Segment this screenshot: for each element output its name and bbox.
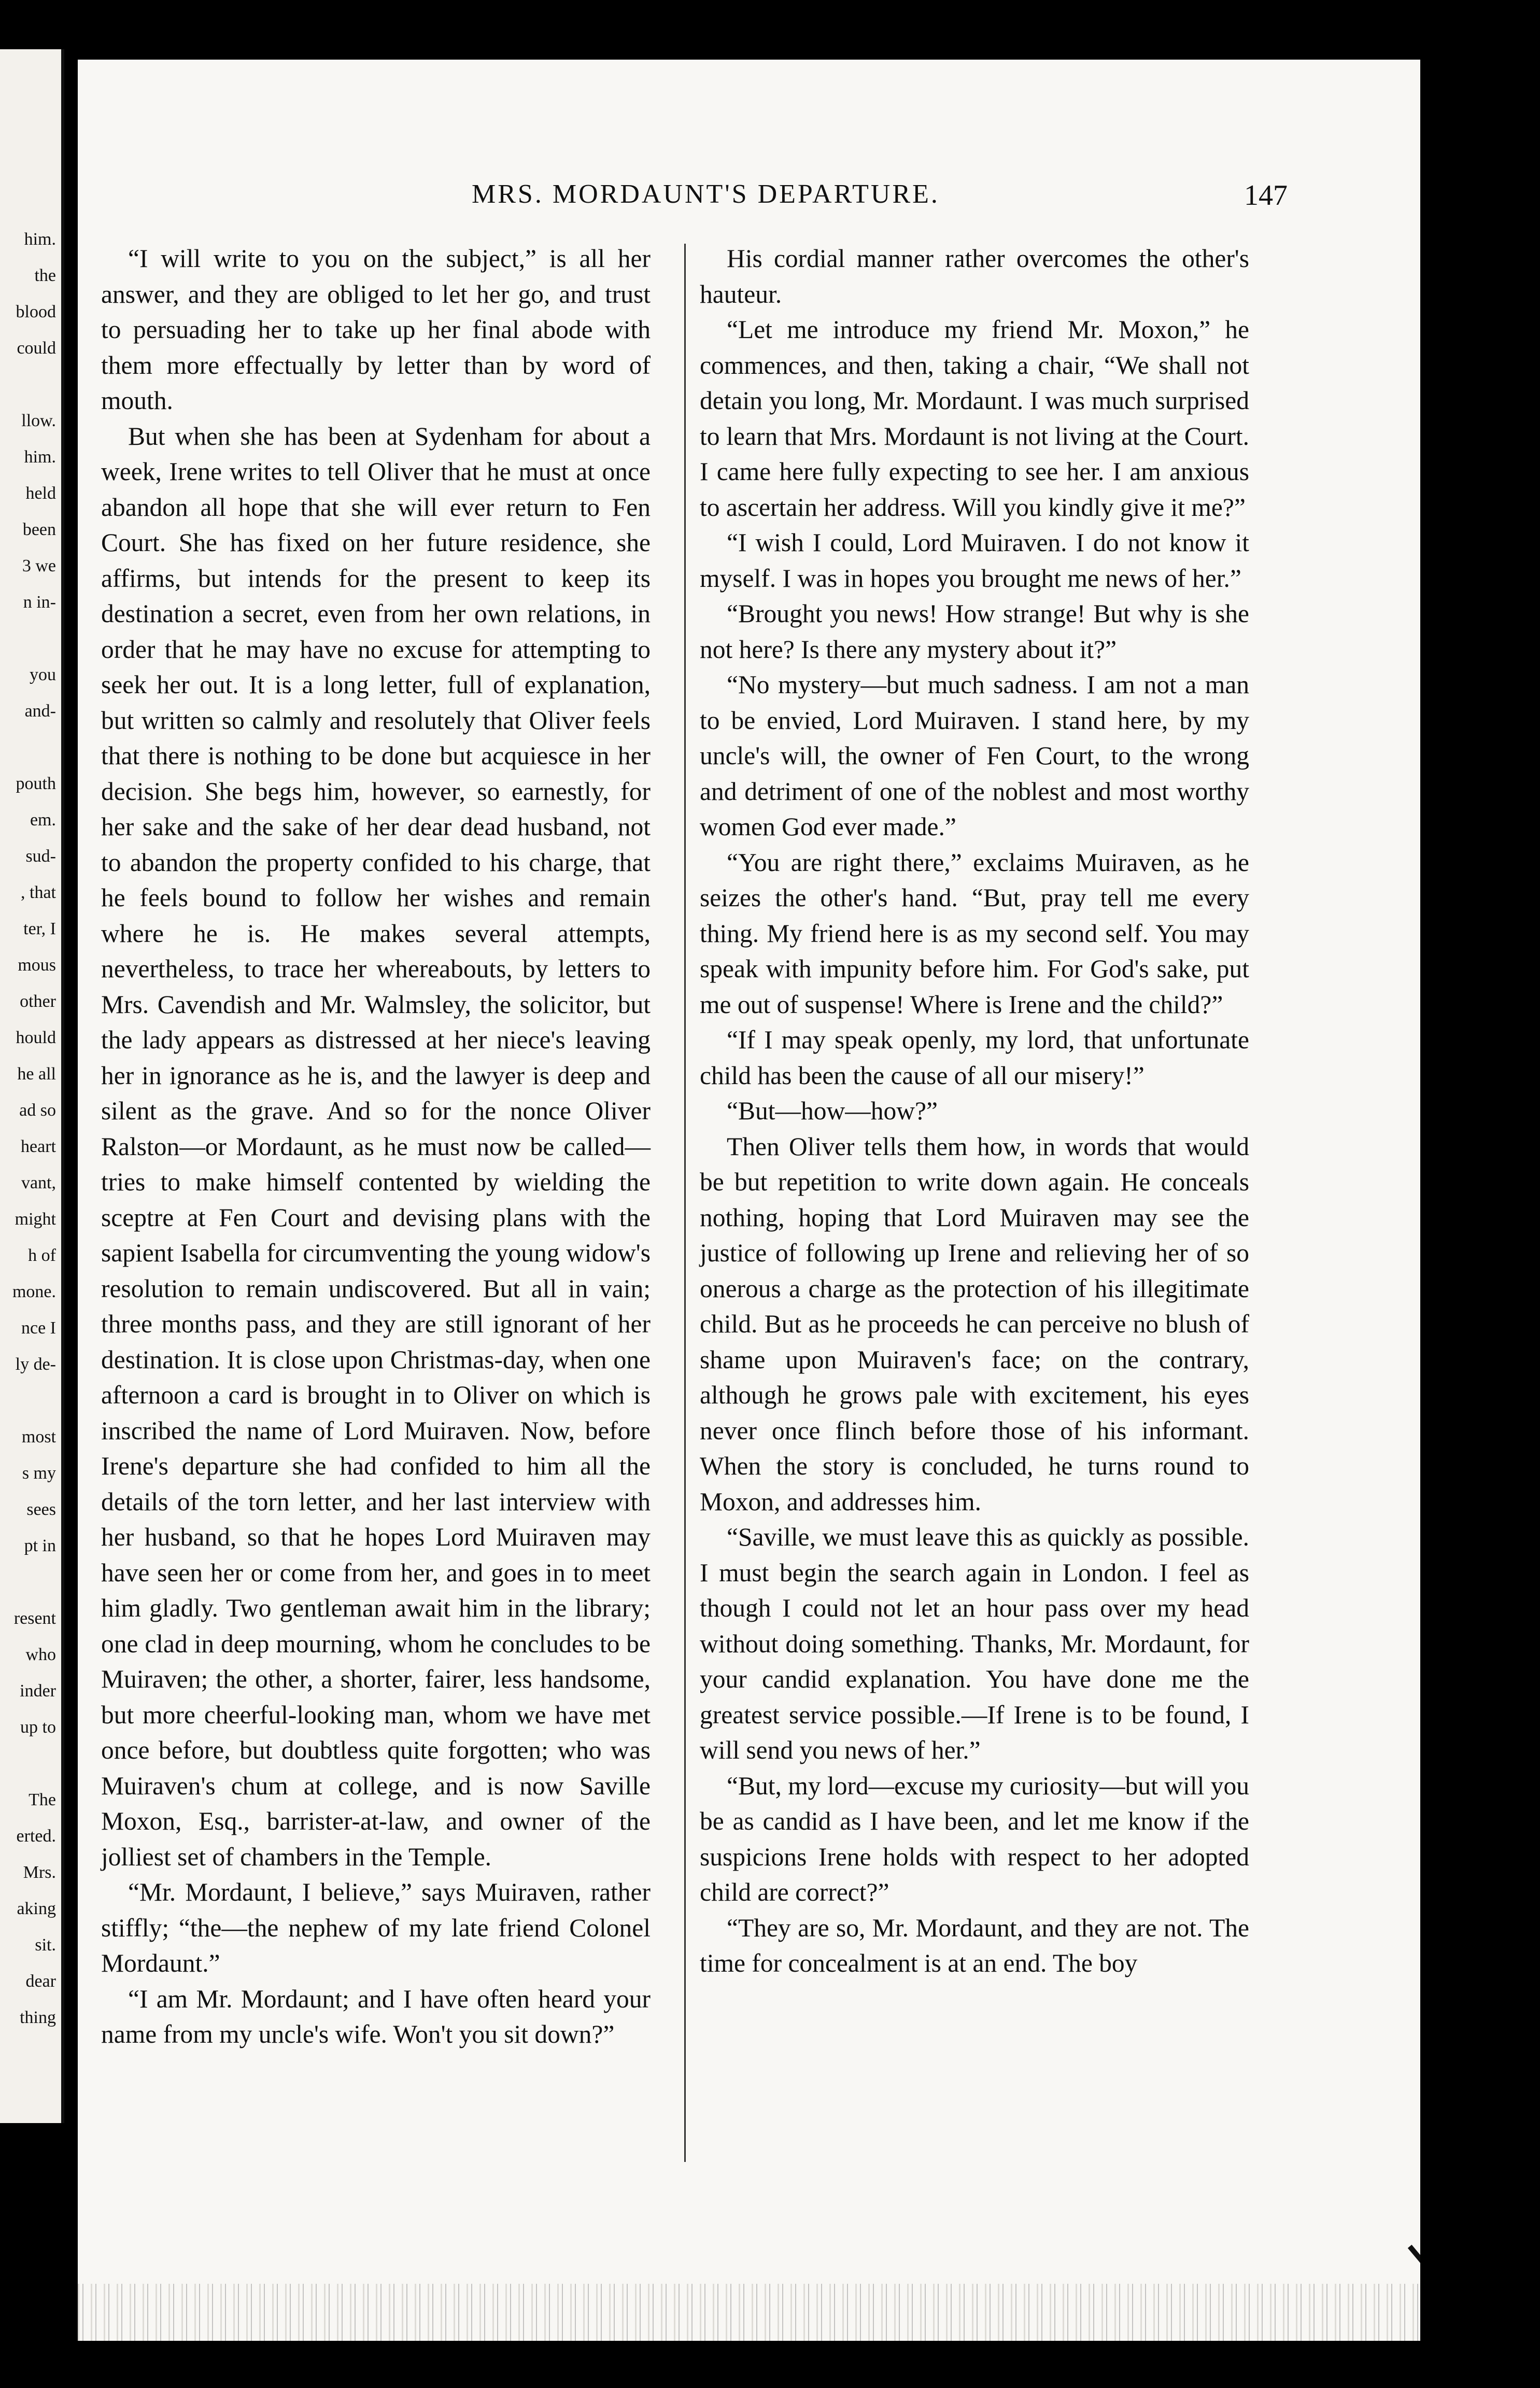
margin-fragment: vant, (21, 1173, 56, 1192)
page-number: 147 (1244, 179, 1288, 212)
margin-fragment: been (22, 520, 56, 539)
paragraph: “They are so, Mr. Mordaunt, and they are not. The time for concealment is at an end. The boy (700, 1913, 1249, 1977)
margin-fragment: other (20, 992, 56, 1011)
margin-fragment: 3 we (22, 556, 56, 575)
paragraph: Then Oliver tells them how, in words that would be but repetition to write down again. He conceals nothing, hoping that Lord Muiraven may see the justice of following up Irene and relieving her of so onerous a charge as the protection of his illegitimate child. But as he proceeds he can perceive no blush of shame upon Muiraven's face; on the contrary, although he grows pale with excitement, his eyes never once flinch before those of his informant. When the story is concluded, he turns round to Moxon, and addresses him. (700, 1132, 1249, 1516)
paragraph: “Brought you news! How strange! But why is she not here? Is there any mystery about it?” (700, 599, 1249, 664)
paragraph: “You are right there,” exclaims Muiraven, as he seizes the other's hand. “But, pray tell me every thing. My friend here is as my second self. You may speak with impunity before him. For God's sake, put me out of suspense! Where is Irene and the child?” (700, 848, 1249, 1019)
margin-fragment: aking (17, 1899, 56, 1918)
right-column (700, 241, 1249, 1982)
book-page (78, 60, 1420, 2341)
margin-fragment: ad so (19, 1101, 56, 1120)
margin-fragment: h of (28, 1246, 56, 1265)
paragraph: “If I may speak openly, my lord, that unfortunate child has been the cause of all our misery!” (700, 1026, 1249, 1090)
margin-fragment: mone. (12, 1282, 56, 1301)
margin-fragment: s my (22, 1464, 56, 1483)
margin-fragment: thing (20, 2008, 56, 2027)
paragraph: But when she has been at Sydenham for about a week, Irene writes to tell Oliver that he must at once abandon all hope that she will ever return to Fen Court. She has fixed on her future residence, she affirms, but intends for the present to keep its destination a secret, even from her own relations, in order that he may have no excuse for attempting to seek her out. It is a long letter, full of explanation, but written so calmly and resolutely that Oliver feels that there is nothing to be done but acquiesce in her decision. She begs him, however, so earnestly, for her sake and the sake of her dear dead husband, not to abandon the property confided to his charge, that he feels bound to follow her wishes and remain where he is. He makes several attempts, nevertheless, to trace her whereabouts, by letters to Mrs. Cavendish and Mr. Walmsley, the solicitor, but the lady appears as distressed at her niece's leaving her in ignorance as he is, and the lawyer is deep and silent as the grave. And so for the nonce Oliver Ralston—or Mordaunt, as he must now be called—tries to make himself contented by wielding the sceptre at Fen Court and devising plans with the sapient Isabella for circumventing the young widow's resolution to remain undiscovered. But all in vain; three months pass, and they are still ignorant of her destination. It is close upon Christmas-day, when one afternoon a card is brought in to Oliver on which is inscribed the name of Lord Muiraven. Now, before Irene's departure she had confided to him all the details of the torn letter, and her last interview with her husband, so that he hopes Lord Muiraven may have seen her or come from her, and goes in to meet him gladly. Two gentleman await him in the library; one clad in deep mourning, whom he concludes to be Muiraven; the other, a shorter, fairer, less handsome, but more cheerful-looking man, whom we have met once before, but doubtless quite forgotten; who was Muiraven's chum at college, and is now Saville Moxon, Esq., barrister-at-law, and owner of the jolliest set of chambers in the Temple. (101, 422, 651, 1871)
paragraph: His cordial manner rather overcomes the other's hauteur. (700, 244, 1249, 308)
margin-fragment: The (29, 1790, 56, 1809)
paragraph: “No mystery—but much sadness. I am not a man to be envied, Lord Muiraven. I stand here, by my uncle's will, the owner of Fen Court, to the wrong and detriment of one of the noblest and most worthy women God ever made.” (700, 670, 1249, 841)
paragraph: “I wish I could, Lord Muiraven. I do not know it myself. I was in hopes you brought me news of her.” (700, 528, 1249, 593)
margin-fragment: pouth (16, 774, 56, 793)
margin-fragment: , that (21, 883, 56, 902)
margin-fragment: held (25, 484, 56, 503)
margin-fragment: ly de- (15, 1355, 56, 1374)
margin-fragment: might (15, 1210, 56, 1229)
paragraph: “But, my lord—excuse my curiosity—but will you be as candid as I have been, and let me know if the suspicions Irene holds with respect to her adopted child are correct?” (700, 1771, 1249, 1906)
left-column (101, 241, 651, 2053)
page-header (78, 179, 1420, 226)
margin-fragment: n in- (23, 593, 56, 612)
margin-fragment: hould (16, 1028, 56, 1047)
scan-noise (78, 2284, 1420, 2341)
paragraph: “But—how—how?” (727, 1097, 938, 1125)
adjacent-page-margin (0, 49, 64, 2123)
margin-fragment: inder (20, 1681, 56, 1701)
paragraph: “I will write to you on the subject,” is all her answer, and they are obliged to let her go, and trust to persuading her to take up her final abode with them more effectually by letter than by word of mouth. (101, 244, 651, 415)
margin-fragment: he all (17, 1064, 56, 1084)
margin-fragment: sees (26, 1500, 56, 1519)
margin-fragment: Mrs. (23, 1863, 56, 1882)
margin-fragment: mous (18, 956, 56, 975)
paragraph: “Mr. Mordaunt, I believe,” says Muiraven, rather stiffly; “the—the nephew of my late friend Colonel Mordaunt.” (101, 1878, 651, 1977)
paragraph: “Saville, we must leave this as quickly as possible. I must begin the search again in London. I feel as though I could not let an hour pass over my head without doing something. Thanks, Mr. Mordaunt, for your candid explanation. You have done me the greatest service possible.—If Irene is to be found, I will send you news of her.” (700, 1523, 1249, 1764)
margin-fragment: ter, I (23, 919, 56, 938)
margin-fragment: you (30, 665, 56, 684)
margin-fragment: em. (30, 810, 56, 830)
margin-fragment: resent (13, 1609, 56, 1628)
margin-fragment: him. (24, 230, 56, 249)
running-head: MRS. MORDAUNT'S DEPARTURE. (472, 179, 940, 209)
paragraph: “I am Mr. Mordaunt; and I have often heard your name from my uncle's wife. Won't you sit down?” (101, 1984, 651, 2048)
margin-fragment: who (25, 1645, 56, 1664)
paragraph: “Let me introduce my friend Mr. Moxon,” he commences, and then, taking a chair, “We shall not detain you long, Mr. Mordaunt. I was much surprised to learn that Mrs. Mordaunt is not living at the Court. I came here fully expecting to see her. I am anxious to ascertain her address. Will you kindly give it me?” (700, 315, 1249, 522)
margin-fragment: dear (25, 1972, 56, 1991)
margin-fragment: blood (16, 302, 56, 321)
margin-fragment: sit. (35, 1935, 56, 1955)
margin-fragment: sud- (25, 847, 56, 866)
margin-fragment: erted. (16, 1827, 56, 1846)
margin-fragment: most (21, 1427, 56, 1446)
margin-fragment: heart (21, 1137, 56, 1156)
margin-fragment: llow. (21, 411, 56, 430)
margin-fragment: him. (24, 447, 56, 467)
margin-fragment: pt in (24, 1536, 56, 1555)
margin-fragment: and- (24, 701, 56, 721)
column-rule (684, 244, 686, 2162)
margin-fragment: the (34, 266, 56, 285)
margin-fragment: up to (20, 1718, 56, 1737)
margin-fragment: could (17, 339, 56, 358)
margin-fragment: nce I (21, 1318, 56, 1338)
